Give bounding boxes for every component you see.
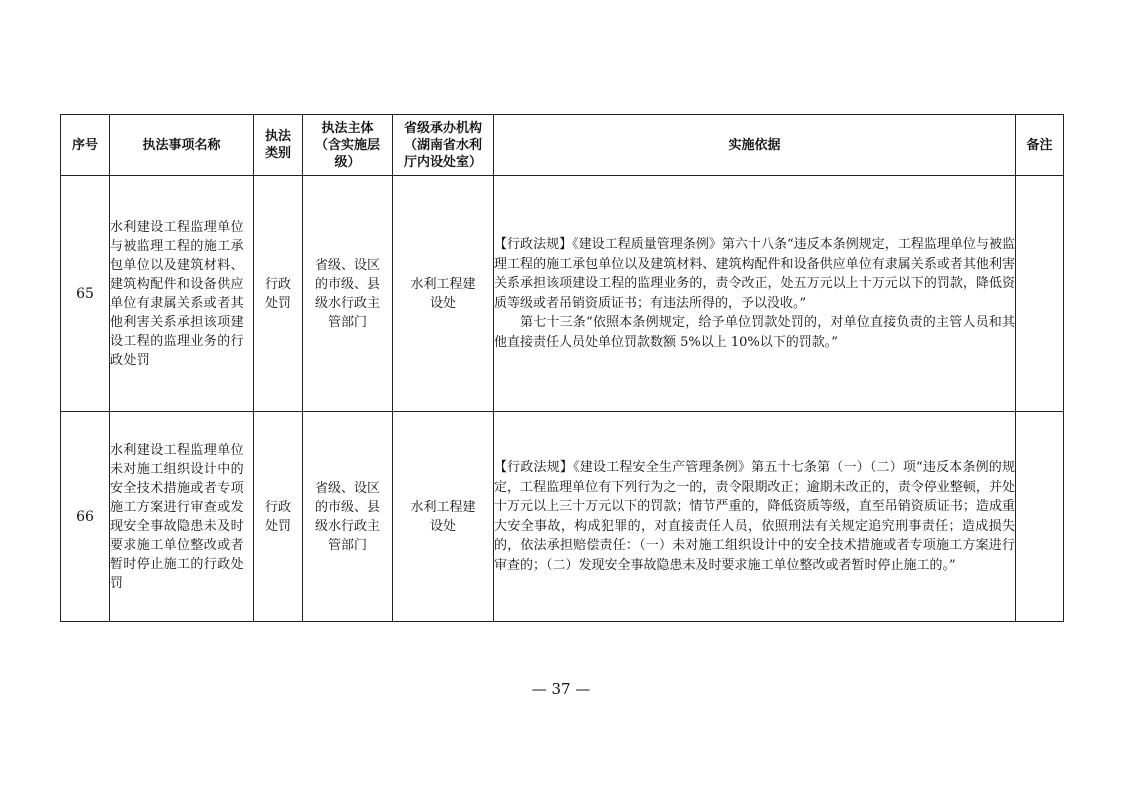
header-basis: 实施依据 <box>494 115 1016 176</box>
header-subject: 执法主体（含实施层级） <box>303 115 393 176</box>
header-seq: 序号 <box>61 115 110 176</box>
row-seq: 66 <box>61 412 110 622</box>
row-subject: 省级、设区的市级、县级水行政主管部门 <box>303 176 393 412</box>
row-item-name: 水利建设工程监理单位未对施工组织设计中的安全技术措施或者专项施工方案进行审查或发现安全事故隐患未及时要求施工单位整改或者暂时停止施工的行政处罚 <box>110 412 254 622</box>
header-org: 省级承办机构（湖南省水利厅内设处室） <box>393 115 494 176</box>
header-remarks: 备注 <box>1016 115 1064 176</box>
row-org: 水利工程建设处 <box>393 176 494 412</box>
enforcement-items-table <box>60 114 1064 622</box>
row-category: 行政处罚 <box>254 412 303 622</box>
basis-paragraph: 【行政法规】《建设工程质量管理条例》第六十八条“违反本条例规定，工程监理单位与被监理工程的施工承包单位以及建筑材料、建筑构配件和设备供应单位有隶属关系或者其他利害关系承担该项建设工程的监理业务的，责令改正，处五万元以上十万元以下的罚款，降低资质等级或者吊销资质证书；有违法所得的，予以没收。” <box>494 237 1015 311</box>
row-basis <box>494 412 1016 622</box>
row-subject: 省级、设区的市级、县级水行政主管部门 <box>303 412 393 622</box>
row-basis <box>494 176 1016 412</box>
row-remarks <box>1016 412 1064 622</box>
basis-paragraph: 【行政法规】《建设工程安全生产管理条例》第五十七条第（一）（二）项“违反本条例的规定，工程监理单位有下列行为之一的，责令限期改正；逾期未改正的，责令停业整顿，并处十万元以上三十万元以下的罚款；情节严重的，降低资质等级，直至吊销资质证书；造成重大安全事故，构成犯罪的，对直接责任人员，依照刑法有关规定追究刑事责任；造成损失的，依法承担赔偿责任：（一）未对施工组织设计中的安全技术措施或者专项施工方案进行审查的；（二）发现安全事故隐患未及时要求施工单位整改或者暂时停止施工的。” <box>494 460 1015 573</box>
row-item-name: 水利建设工程监理单位与被监理工程的施工承包单位以及建筑材料、建筑构配件和设备供应单位有隶属关系或者其他利害关系承担该项建设工程的监理业务的行政处罚 <box>110 176 254 412</box>
header-category: 执法类别 <box>254 115 303 176</box>
row-org: 水利工程建设处 <box>393 412 494 622</box>
row-seq: 65 <box>61 176 110 412</box>
table-row <box>61 176 1064 412</box>
basis-paragraph: 第七十三条“依照本条例规定，给予单位罚款处罚的，对单位直接负责的主管人员和其他直接责任人员处单位罚款数额 5%以上 10%以下的罚款。” <box>494 315 1015 350</box>
header-item-name: 执法事项名称 <box>110 115 254 176</box>
header-row <box>61 115 1064 176</box>
row-remarks <box>1016 176 1064 412</box>
row-category: 行政处罚 <box>254 176 303 412</box>
table-row <box>61 412 1064 622</box>
page-number: — 37 — <box>531 680 591 698</box>
